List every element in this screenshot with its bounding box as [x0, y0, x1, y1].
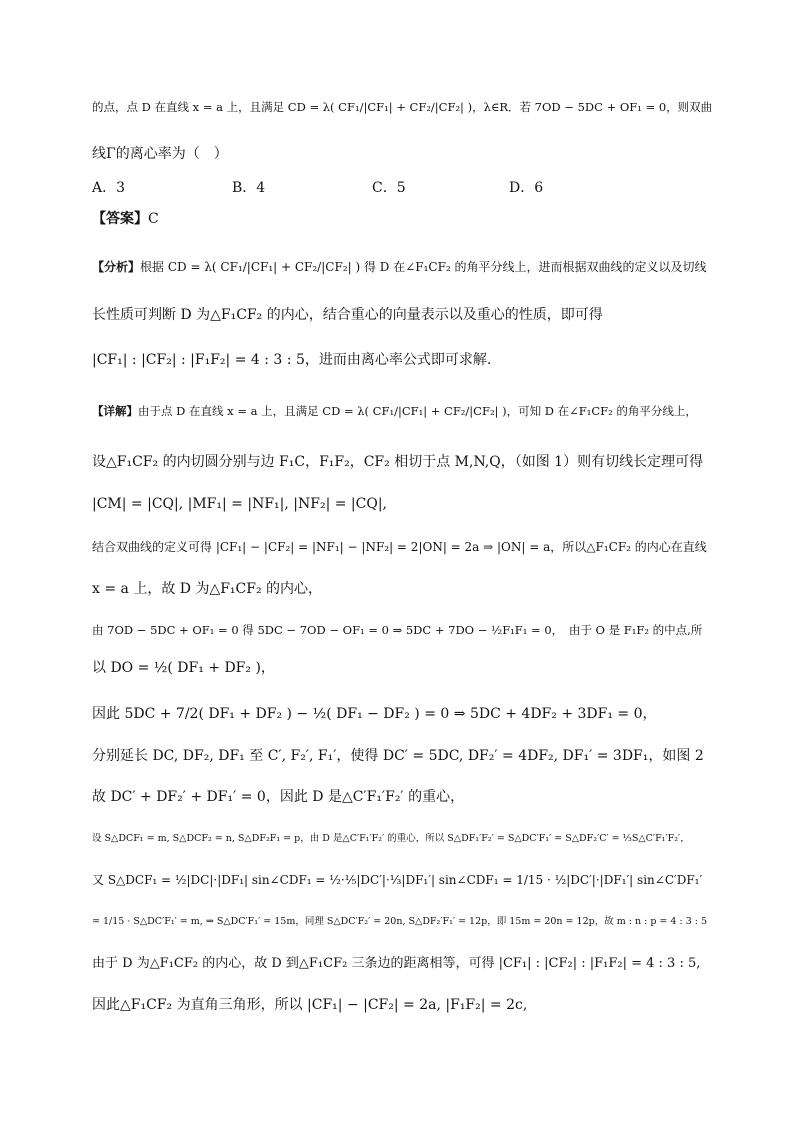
analysis-tag: 【分析】 [92, 260, 141, 274]
detail-line-7: 以 DO = ½( DF₁ + DF₂ )， [92, 660, 275, 676]
option-d: D．6 [509, 180, 544, 196]
detail-line-6: 由 7OD − 5DC + OF₁ = 0 得 5DC − 7OD − OF₁ = 0 ⇒ 5DC + 7DO − ½F₁F₁ = 0， 由于 O 是 F₁F₂ 的中点,所 [92, 623, 703, 637]
analysis-line-2: 长性质可判断 D 为△F₁CF₂ 的内心，结合重心的向量表示以及重心的性质，即可得 [92, 307, 603, 323]
detail-line-1 [92, 401, 712, 421]
detail-line-4: 结合双曲线的定义可得 |CF₁| − |CF₂| = |NF₁| − |NF₂| = 2|ON| = 2a ⇒ |ON| = a，所以△F₁CF₂ 的内心在直线 [92, 540, 707, 554]
detail-tag: 【详解】 [92, 404, 138, 418]
detail-line-8: 因此 5DC + 7/2( DF₁ + DF₂ ) − ½( DF₁ − DF₂ ) = 0 ⇒ 5DC + 4DF₂ + 3DF₁ = 0， [92, 706, 657, 722]
detail-line-9: 分别延长 DC, DF₂, DF₁ 至 C′, F₂′, F₁′，使得 DC′ = 5DC, DF₂′ = 4DF₂, DF₁′ = 3DF₁，如图 2 [92, 748, 704, 764]
analysis-line-1 [92, 257, 712, 277]
option-a: A．3 [92, 180, 126, 196]
answer-tag: 【答案】 [92, 211, 148, 227]
analysis-text-1: 根据 CD = λ( CF₁/|CF₁| + CF₂/|CF₂| ) 得 D 在∠F₁CF₂ 的角平分线上，进而根据双曲线的定义以及切线 [140, 260, 707, 274]
detail-line-3: |CM| = |CQ|, |MF₁| = |NF₁|, |NF₂| = |CQ|, [92, 496, 387, 512]
detail-line-14: 由于 D 为△F₁CF₂ 的内心，故 D 到△F₁CF₂ 三条边的距离相等，可得 |CF₁| : |CF₂| : |F₁F₂| = 4 : 3 : 5, [92, 956, 701, 971]
detail-line-5: x = a 上，故 D 为△F₁CF₂ 的内心， [92, 581, 323, 597]
detail-line-15: 因此△F₁CF₂ 为直角三角形，所以 |CF₁| − |CF₂| = 2a, |F₁F₂| = 2c, [92, 997, 528, 1013]
analysis-line-3: |CF₁| : |CF₂| : |F₁F₂| = 4 : 3 : 5，进而由离心率公式即可求解. [92, 352, 492, 368]
detail-line-13: = 1/15 · S△DC′F₁′ = m, ⇒ S△DC′F₁′ = 15m，同理 S△DC′F₂′ = 20n, S△DF₂′F₁′ = 12p，即 15m = 20n = 12p，故 m : n : p = 4 : 3 : 5 [92, 916, 708, 927]
detail-line-11: 设 S△DCF₁ = m, S△DCF₂ = n, S△DF₂F₁ = p，由 D 是△C′F₁′F₂′ 的重心，所以 S△DF₁′F₂′ = S△DC′F₁′ = S△DF₂′C′ = ⅓S△C′F₁′F₂′， [92, 833, 690, 844]
question-line-2: 线Γ的离心率为（ ） [92, 146, 228, 162]
answer-line [92, 209, 712, 229]
detail-text-1: 由于点 D 在直线 x = a 上，且满足 CD = λ( CF₁/|CF₁| + CF₂/|CF₂| )，可知 D 在∠F₁CF₂ 的角平分线上， [138, 404, 697, 418]
detail-line-10: 故 DC′ + DF₂′ + DF₁′ = 0，因此 D 是△C′F₁′F₂′ 的重心， [92, 789, 465, 805]
detail-line-2: 设△F₁CF₂ 的内切圆分别与边 F₁C，F₁F₂，CF₂ 相切于点 M,N,Q，（如图 1）则有切线长定理可得 [92, 454, 704, 470]
option-b: B．4 [232, 180, 266, 196]
detail-line-12: 又 S△DCF₁ = ½|DC|·|DF₁| sin∠CDF₁ = ½·⅕|DC′|·⅓|DF₁′| sin∠CDF₁ = 1/15 · ½|DC′|·|DF₁′| sin∠C′DF₁′ [92, 873, 703, 887]
answer-value: C [148, 211, 159, 227]
option-c: C．5 [372, 180, 406, 196]
question-line-1: 的点，点 D 在直线 x = a 上，且满足 CD = λ( CF₁/|CF₁| + CF₂/|CF₂| )，λ∈R．若 7OD − 5DC + OF₁ = 0，则双曲 [92, 100, 713, 114]
